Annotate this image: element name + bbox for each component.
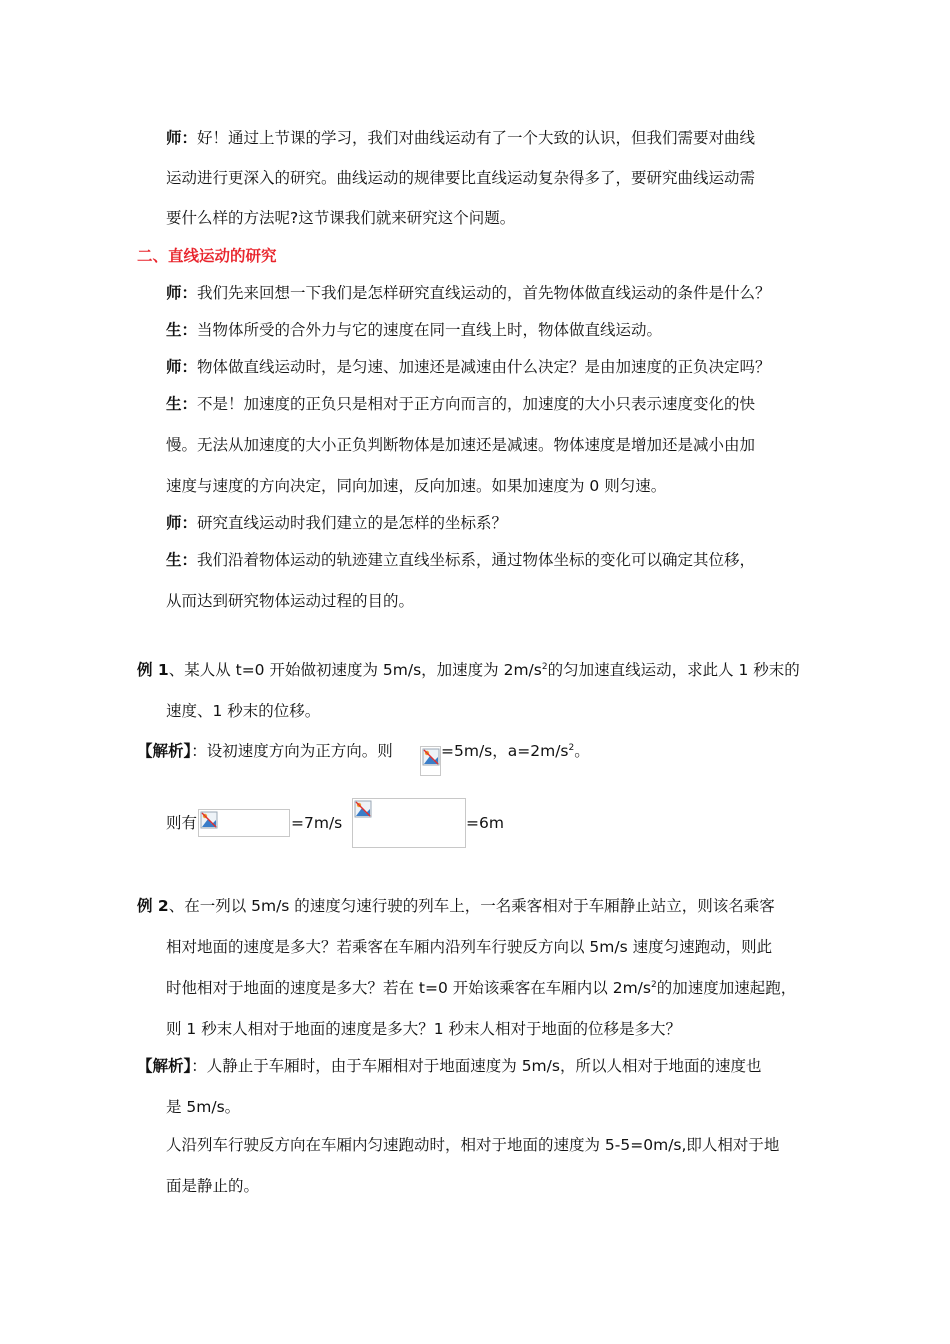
dialogue-line-3 (166, 357, 771, 377)
broken-image-icon (422, 748, 440, 766)
example-2-analysis-line-1 (137, 1056, 761, 1076)
example-2-analysis-line-3: 人沿列车行驶反方向在车厢内匀速跑动时，相对于地面的速度为 5-5=0m/s,即人相对于地 (166, 1136, 780, 1154)
intro-line-2: 运动进行更深入的研究。曲线运动的规律要比直线运动复杂得多了，要研究曲线运动需 (166, 169, 756, 187)
dialogue-line-6b: 从而达到研究物体运动过程的目的。 (166, 592, 415, 610)
formula-image-placeholder (352, 798, 466, 848)
intro-line-1 (166, 128, 755, 148)
analysis-label: 【解析】 (137, 742, 192, 760)
speaker-teacher: 师： (166, 284, 198, 302)
dialogue-line-4c: 速度与速度的方向决定，同向加速，反向加速。如果加速度为 0 则匀速。 (166, 477, 667, 495)
example-2-question-line-4: 则 1 秒末人相对于地面的速度是多大？1 秒末人相对于地面的位移是多大？ (166, 1020, 682, 1038)
example-2-question-line-2: 相对地面的速度是多大？若乘客在车厢内沿列车行驶反方向以 5m/s 速度匀速跑动，则此 (166, 938, 773, 956)
analysis-text: 。 (574, 742, 590, 760)
speaker-student: 生： (166, 551, 198, 569)
dialogue-text: 研究直线运动时我们建立的是怎样的坐标系？ (197, 514, 508, 532)
example-2-question-line-1 (137, 896, 775, 916)
speaker-student: 生： (166, 321, 198, 339)
dialogue-text: 我们先来回想一下我们是怎样研究直线运动的，首先物体做直线运动的条件是什么？ (197, 284, 771, 302)
example-1-result-displacement: =6m (466, 814, 504, 832)
example-1-question-line-1 (137, 660, 800, 680)
analysis-text: =5m/s，a=2m/s (441, 742, 569, 760)
speaker-teacher: 师： (166, 514, 198, 532)
example-1-label: 例 1 (137, 661, 169, 679)
example-2-label: 例 2 (137, 897, 169, 915)
speaker-student: 生： (166, 395, 198, 413)
broken-image-icon (354, 800, 372, 818)
speaker-teacher: 师： (166, 129, 198, 147)
example-1-question-line-2: 速度、1 秒末的位移。 (166, 702, 321, 720)
superscript: 2 (568, 742, 575, 753)
example-1-analysis-line-1 (137, 741, 393, 761)
example-2-analysis-line-2: 是 5m/s。 (166, 1098, 241, 1116)
dialogue-line-4 (166, 394, 755, 414)
example-1-text: 、某人从 t=0 开始做初速度为 5m/s，加速度为 2m/s (168, 661, 542, 679)
example-2-text: 时他相对于地面的速度是多大？若在 t=0 开始该乘客在车厢内以 2m/s (166, 979, 651, 997)
dialogue-text: 我们沿着物体运动的轨迹建立直线坐标系，通过物体坐标的变化可以确定其位移， (197, 551, 756, 569)
example-2-analysis-line-4: 面是静止的。 (166, 1177, 260, 1195)
dialogue-text: 物体做直线运动时，是匀速、加速还是减速由什么决定？是由加速度的正负决定吗？ (197, 358, 771, 376)
formula-image-placeholder (420, 746, 441, 776)
analysis-text: ：设初速度方向为正方向。则 (191, 742, 393, 760)
analysis-text: ：人静止于车厢时，由于车厢相对于地面速度为 5m/s，所以人相对于地面的速度也 (191, 1057, 762, 1075)
analysis-label: 【解析】 (137, 1057, 192, 1075)
intro-line-3: 要什么样的方法呢?这节课我们就来研究这个问题。 (166, 209, 516, 227)
example-1-text: 的匀加速直线运动，求此人 1 秒末的 (547, 661, 800, 679)
example-1-analysis-line-1b (441, 741, 590, 761)
example-2-text: 的加速度加速起跑， (656, 979, 797, 997)
intro-text-1: 好！通过上节课的学习，我们对曲线运动有了一个大致的认识，但我们需要对曲线 (197, 129, 756, 147)
example-1-analysis-line-2: 则有 (166, 814, 198, 832)
broken-image-icon (200, 811, 218, 829)
dialogue-line-6 (166, 550, 755, 570)
dialogue-text: 不是！加速度的正负只是相对于正方向而言的，加速度的大小只表示速度变化的快 (197, 395, 756, 413)
superscript: 2 (541, 661, 548, 672)
dialogue-text: 当物体所受的合外力与它的速度在同一直线上时，物体做直线运动。 (197, 321, 663, 339)
dialogue-line-2 (166, 320, 662, 340)
superscript: 2 (650, 979, 657, 990)
dialogue-line-5 (166, 513, 507, 533)
example-1-result-velocity: =7m/s (291, 814, 343, 832)
example-2-question-line-3 (166, 978, 796, 998)
dialogue-line-4b: 慢。无法从加速度的大小正负判断物体是加速还是减速。物体速度是增加还是减小由加 (166, 436, 756, 454)
example-2-text: 、在一列以 5m/s 的速度匀速行驶的列车上，一名乘客相对于车厢静止站立，则该名乘客 (168, 897, 775, 915)
section-heading: 二、直线运动的研究 (137, 247, 277, 265)
formula-image-placeholder (198, 809, 290, 837)
speaker-teacher: 师： (166, 358, 198, 376)
dialogue-line-1 (166, 283, 771, 303)
